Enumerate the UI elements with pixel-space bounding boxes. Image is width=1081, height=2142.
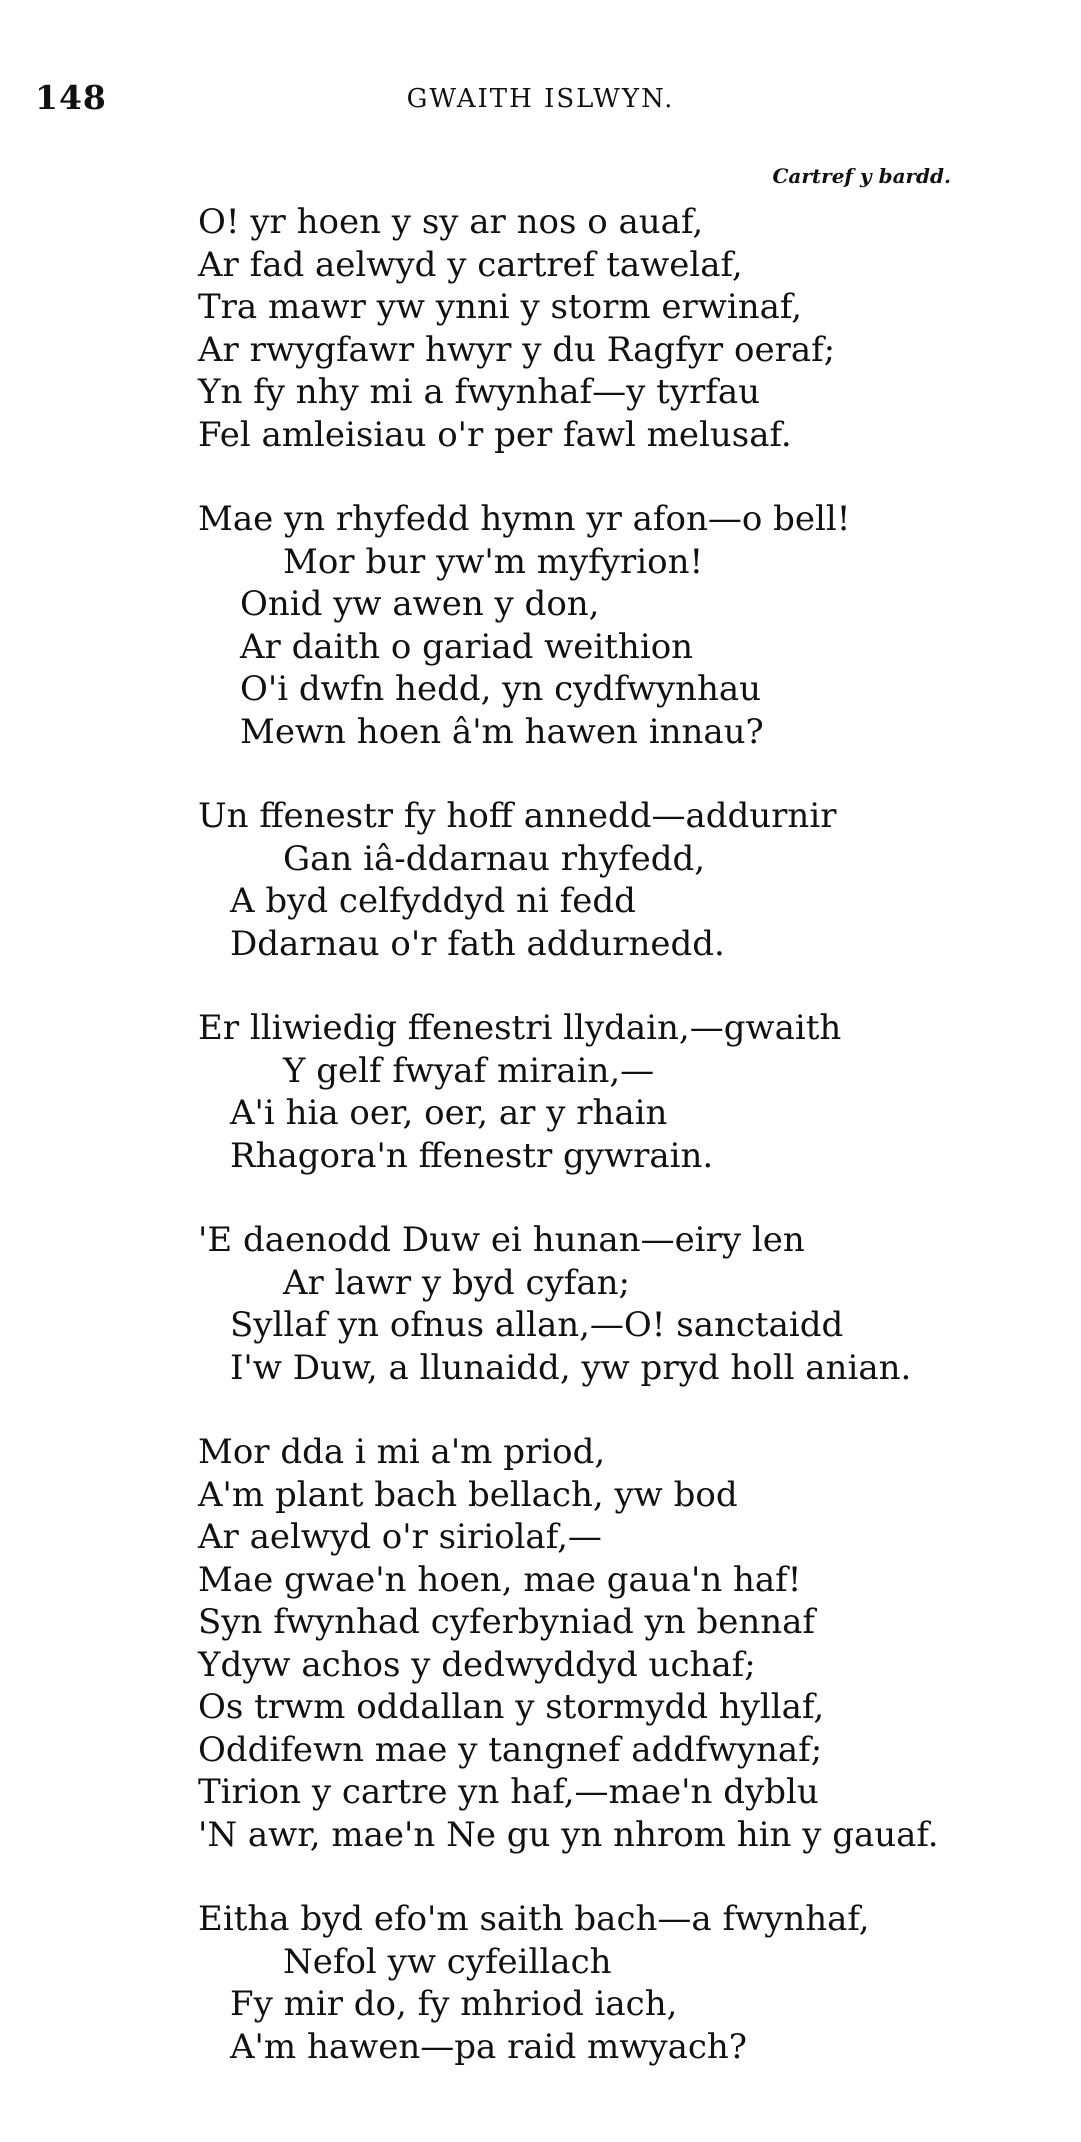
poem-line: Ar daith o gariad weithion — [240, 626, 694, 667]
stanza-6 — [198, 1431, 1028, 1856]
poem-line: Onid yw awen y don, — [240, 584, 600, 624]
stanza-2 — [198, 498, 1028, 753]
poem-line: Nefol yw cyfeillach — [283, 1941, 612, 1982]
section-label: Cartref y bardd. — [772, 164, 951, 188]
stanza-4 — [198, 1007, 1028, 1177]
poem-line: A'm plant bach bellach, yw bod — [198, 1474, 738, 1515]
poem-line: 'E daenodd Duw ei hunan—eiry len — [198, 1220, 805, 1260]
poem-line: Syllaf yn ofnus allan,—O! sanctaidd — [230, 1305, 844, 1345]
running-title: GWAITH ISLWYN. — [406, 84, 675, 114]
poem-line: Os trwm oddallan y stormydd hyllaf, — [198, 1687, 825, 1727]
stanza-5 — [198, 1219, 1028, 1389]
poem-line: Mor bur yw'm myfyrion! — [283, 541, 704, 582]
poem — [198, 201, 1028, 2110]
poem-line: 'N awr, mae'n Ne gu yn nhrom hin y gauaf. — [198, 1814, 939, 1855]
poem-line: Gan iâ-ddarnau rhyfedd, — [283, 838, 706, 879]
stanza-1 — [198, 201, 1028, 456]
poem-line: O'i dwfn hedd, yn cydfwynhau — [240, 669, 762, 709]
page-number: 148 — [35, 78, 107, 117]
poem-line: A'm hawen—pa raid mwyach? — [230, 2026, 748, 2067]
poem-line: Eitha byd efo'm saith bach—a fwynhaf, — [198, 1899, 870, 1939]
poem-line: Ydyw achos y dedwyddyd uchaf; — [198, 1644, 756, 1685]
poem-line: Fel amleisiau o'r per fawl melusaf. — [198, 414, 792, 455]
poem-line: Ar fad aelwyd y cartref tawelaf, — [198, 244, 743, 285]
stanza-7 — [198, 1898, 1028, 2068]
stanza-3 — [198, 795, 1028, 965]
poem-line: Ddarnau o'r fath addurnedd. — [230, 923, 725, 964]
poem-line: Mae yn rhyfedd hymn yr afon—o bell! — [198, 499, 851, 539]
poem-line: Mor dda i mi a'm priod, — [198, 1432, 606, 1472]
poem-line: Oddifewn mae y tangnef addfwynaf; — [198, 1729, 823, 1770]
poem-line: Un ffenestr fy hoff annedd—addurnir — [198, 796, 837, 836]
page-header — [35, 78, 1046, 118]
poem-line: Tra mawr yw ynni y storm erwinaf, — [198, 287, 803, 327]
poem-line: Tirion y cartre yn haf,—mae'n dyblu — [198, 1772, 819, 1812]
poem-line: Rhagora'n ffenestr gywrain. — [230, 1135, 714, 1176]
poem-line: Yn fy nhy mi a fwynhaf—y tyrfau — [198, 372, 760, 412]
poem-line: A'i hia oer, oer, ar y rhain — [230, 1093, 668, 1133]
poem-line: Y gelf fwyaf mirain,— — [283, 1050, 655, 1091]
poem-line: Ar aelwyd o'r siriolaf,— — [198, 1517, 602, 1557]
poem-line: I'w Duw, a llunaidd, yw pryd holl anian. — [230, 1347, 912, 1388]
poem-line: Mae gwae'n hoen, mae gaua'n haf! — [198, 1559, 802, 1600]
poem-line: Mewn hoen â'm hawen innau? — [240, 711, 764, 752]
poem-line: O! yr hoen y sy ar nos o auaf, — [198, 202, 704, 242]
poem-line: Ar rwygfawr hwyr y du Ragfyr oeraf; — [198, 329, 836, 370]
poem-line: Fy mir do, fy mhriod iach, — [230, 1984, 678, 2024]
poem-line: Ar lawr y byd cyfan; — [283, 1262, 630, 1303]
poem-line: Er lliwiedig ffenestri llydain,—gwaith — [198, 1008, 842, 1048]
poem-line: A byd celfyddyd ni fedd — [230, 881, 636, 921]
poem-line: Syn fwynhad cyferbyniad yn bennaf — [198, 1602, 815, 1642]
